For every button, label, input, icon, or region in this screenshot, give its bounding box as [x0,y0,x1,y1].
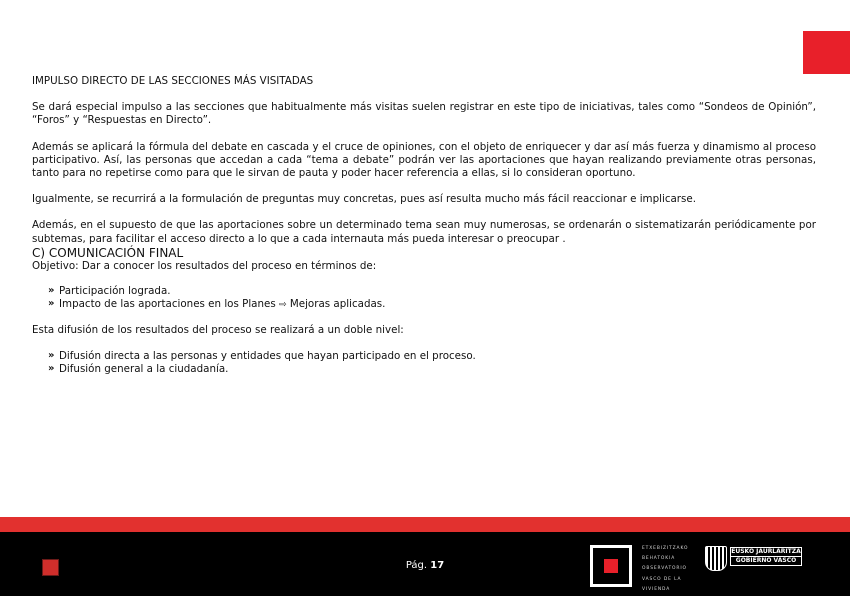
observatory-line: BEHATOKIA [642,556,676,562]
paragraph-2: Además se aplicará la fórmula del debate en cascada y el cruce de opiniones, con el objeto de enriquecer y dar así más fuerza y dinamismo al proceso participativo. Así, las personas que accedan a cada “tema a debate” podrán ver las aportaciones que hayan realizando previamente otras personas, tanto para no repetirse como para que le sirvan de pauta y poder hacer referencia a ellas, si lo consideran oportuno. [32,140,816,180]
list-item-text: Mejoras aplicadas. [289,298,386,311]
gov-name-spanish: GOBIERNO VASCO [735,557,797,564]
list-item-text: Participación lograda. [59,285,171,298]
footer-square-icon [42,559,59,576]
paragraph-4: Además, en el supuesto de que las aportaciones sobre un determinado tema sean muy numerosas, se ordenarán o sistematizarán periódicamente por subtemas, para facilitar el acceso directo a lo que a cada internauta más pueda interesar o preocupar . [32,219,816,245]
page-number-value: 17 [430,560,445,571]
objective-list [48,285,816,312]
list-item-text: Difusión directa a las personas y entidades que hayan participado en el proceso. [59,349,476,362]
footer-red-band [0,517,850,532]
objective-text: Objetivo: Dar a conocer los resultados del proceso en términos de: [32,259,377,272]
list-item-text: Difusión general a la ciudadanía. [59,362,229,375]
gov-name-basque: EUSKO JAURLARITZA [731,548,801,555]
section-title: C) COMUNICACIÓN FINAL [32,245,184,260]
basque-government-emblem-icon [705,546,727,571]
observatory-name [642,544,697,595]
observatory-line: ETXEBIZITZAKO [642,546,689,551]
observatory-line: OBSERVATORIO [642,566,687,572]
diffusion-intro: Esta difusión de los resultados del proceso se realizará a un doble nivel: [32,324,404,337]
arrow-right-icon: ⇨ [279,300,287,311]
subsection-heading: IMPULSO DIRECTO DE LAS SECCIONES MÁS VISITADAS [32,75,314,87]
list-item [48,350,816,363]
list-item [48,285,816,298]
list-item [48,298,816,312]
page-label: Pág. [405,560,428,571]
page-number [380,560,470,571]
list-item-text: Impacto de las aportaciones en los Planes [59,298,276,311]
basque-government-name [730,547,802,566]
paragraph-1: Se dará especial impulso a las secciones que habitualmente más visitas suelen registrar en este tipo de iniciativas, tales como “Sondeos de Opinión”, “Foros” y “Respuestas en Directo”. [32,101,816,127]
observatory-logo-icon [590,545,632,587]
paragraph-3: Igualmente, se recurrirá a la formulación de preguntas muy concretas, pues así resulta mucho más fácil reaccionar e implicarse. [32,193,697,206]
diffusion-list [48,350,816,376]
page-footer [0,532,850,596]
observatory-logo-inner-square [604,559,618,573]
corner-accent-square [803,31,850,74]
observatory-line: VIVIENDA [642,586,671,592]
list-item [48,363,816,376]
observatory-line: VASCO DE LA [642,576,682,582]
document-body [32,75,816,388]
